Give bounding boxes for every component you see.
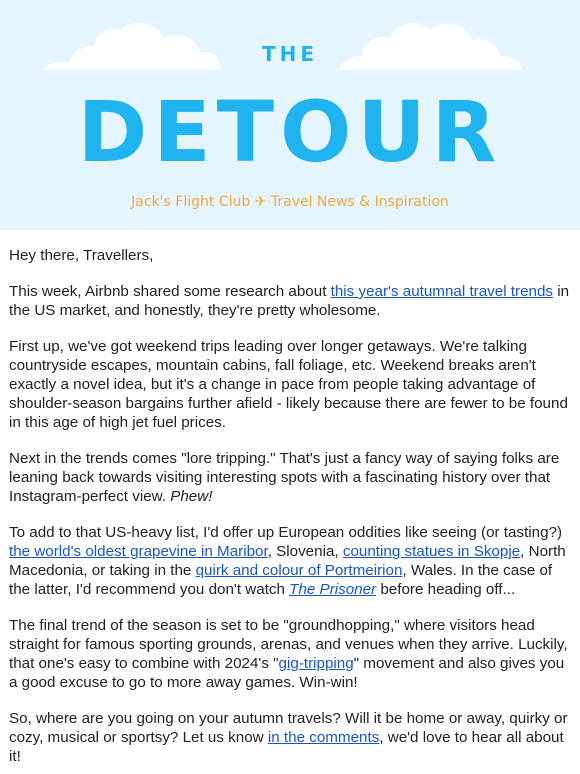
paragraph-call-to-action: So, where are you going on your autumn travels? Will it be home or away, quirky or cozy, musical or sportsy? Let us know in the comments, we'd love to hear all about it! [9, 710, 568, 765]
link-gig-tripping[interactable]: gig-tripping [278, 655, 354, 672]
link-the-prisoner[interactable]: The Prisoner [289, 581, 377, 598]
paragraph-airbnb-research: This week, Airbnb shared some research about this year's autumnal travel trends in the US market, and honestly, they're pretty wholesome. [9, 283, 570, 319]
link-comments[interactable]: in the comments [267, 729, 380, 746]
masthead-tagline: Jack's Flight Club ✈ Travel News & Inspiration [131, 194, 449, 210]
paragraph-groundhopping: The final trend of the season is set to be "groundhopping," where visitors head straight for famous sporting grounds, arenas, and venues when they arrive. Luckily, that one's easy to combine with 2024's "gig-tripping" movement and also gives you a good excuse to go to more away games. Win-win! [9, 617, 568, 691]
newsletter-body [0, 230, 580, 766]
phew-emphasis: Phew! [170, 488, 213, 505]
masthead-title: DETOUR [77, 83, 503, 181]
paragraph-weekend-trips: First up, we've got weekend trips leading over longer getaways. We're talking countryside escapes, mountain cabins, fall foliage, etc. Weekend breaks aren't exactly a novel idea, but it's a change in pace from people taking advantage of shoulder-season bargains further afield - likely because there are fewer to be found in this age of high jet fuel prices. [9, 338, 568, 431]
link-portmeirion[interactable]: quirk and colour of Portmeirion [195, 562, 403, 579]
newsletter-header [0, 0, 580, 230]
paragraph-european-oddities: To add to that US-heavy list, I'd offer up European oddities like seeing (or tasting?) the world's oldest grapevine in Maribor, Slovenia, counting statues in Skopje, North Macedonia, or taking in the quirk and colour of Portmeirion, Wales. In the case of the latter, I'd recommend you don't watch The Prisoner before heading off... [9, 524, 566, 598]
link-autumnal-travel-trends[interactable]: this year's autumnal travel trends [330, 283, 554, 300]
greeting: Hey there, Travellers, [9, 247, 154, 264]
link-oldest-grapevine[interactable]: the world's oldest grapevine in Maribor [9, 543, 268, 560]
paragraph-lore-tripping: Next in the trends comes "lore tripping." That's just a fancy way of saying folks are leaning back towards visiting interesting spots with a fascinating history over that Instagram-perfect view. Phew! [9, 450, 560, 505]
link-counting-statues[interactable]: counting statues in Skopje [342, 543, 521, 560]
masthead-kicker: THE [261, 42, 319, 66]
